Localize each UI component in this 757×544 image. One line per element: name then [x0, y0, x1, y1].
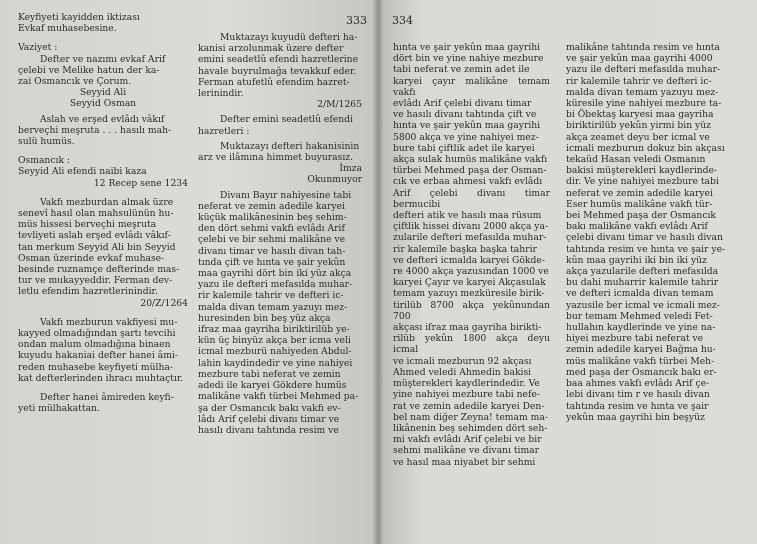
text-line: bakisi müşterekleri kaydlerinde- [566, 165, 718, 177]
text-line: İmza [339, 163, 362, 175]
text-line: Muktazayı defteri hakanisinin [220, 140, 360, 152]
text-line: evlâdı Arif çelebi divanı timar [393, 98, 532, 110]
text-line: 5800 akça ve yine nahiyei mez- [393, 131, 539, 143]
text-line: müşterekleri kaydlerindedir. Ve [393, 378, 540, 390]
text-line: dir. Ve yine nahiyei mezbure tabi [566, 176, 719, 188]
text-line: çelebi divanı timar ve hasılı divan [566, 232, 723, 244]
text-line: akça yazularile defteri mefasılda [566, 266, 719, 278]
text-line: neferat ve zemin adedile karyei [566, 187, 713, 199]
text-column-2 [198, 32, 362, 436]
text-line: kuyudu hakaniai defter hanei âmi- [18, 350, 178, 362]
text-line: Seyyid Osman [69, 98, 137, 110]
text-line: tevliyeti aslah erşed evlâdı vâkıf- [18, 230, 171, 242]
text-line: rir kalemile tahrir ve defteri ic- [566, 75, 712, 87]
text-line: yazu ile defteri mefasılda muhar- [566, 64, 721, 76]
text-line: lâdı Arif çelebi divanı timar ve [198, 413, 340, 425]
text-line: icmali mezburun dokuz bin akçası [566, 142, 725, 154]
text-line: ve defteri icmalda karyei Gökde- [393, 254, 545, 266]
text-line: bur temam Mehmed veledi Fet- [566, 310, 713, 322]
text-line [18, 189, 188, 197]
text-line: 12 Recep sene 1234 [93, 177, 188, 189]
text-line: akçası ifraz maa gayriha birikti- [393, 322, 542, 334]
text-line: lerinindir. [198, 88, 244, 100]
text-line: lahin kaydindedir ve yine nahiyei [198, 357, 353, 369]
text-line: Muktazayı kuyudü defteri ha- [220, 32, 358, 43]
text-line: Osman üzerinde evkaf muhase- [18, 252, 165, 264]
text-line: senevî hasıl olan mahsulünün hu- [18, 208, 174, 220]
text-line: şa der Osmancık bakı vakfı ev- [198, 402, 341, 414]
text-line: küresile yine nahiyei mezbure ta- [566, 98, 722, 110]
text-line: malda divan temam yazuyu mez- [566, 86, 719, 98]
text-column-3 [393, 42, 550, 468]
text-line: mi vakfı evlâdı Arif çelebi ve bir [393, 434, 542, 446]
text-line: malikâne vakfı türbei Mehmed pa- [198, 391, 359, 403]
page-number-left: 333 [346, 14, 367, 27]
text-line: 20/Z/1264 [140, 297, 188, 309]
text-line: temam yazuyı mezküresile birik- [393, 288, 545, 300]
text-line: karyei Çayır ve karyei Akçasulak [393, 277, 546, 289]
text-line: ve hasılı divanı tahtında çift ve [393, 109, 537, 121]
text-line: den dört sehmi vakfı evlâdı Arif [198, 223, 345, 235]
text-line: letlu efendim hazretlerinindir. [18, 286, 158, 298]
text-line [18, 384, 188, 392]
text-line: rir kalemile tahrir ve defteri ic- [198, 290, 344, 302]
text-line: mezbure tabi neferat ve zemin [198, 368, 341, 380]
text-line: Seyyid Ali efendi naibi kaza [18, 166, 147, 178]
text-line: neferat ve zemin adedile karyei [198, 200, 345, 212]
text-line: tekaüd Hasan veledi Osmanın [566, 154, 706, 166]
text-line: Defter emini seadetlû efendi [220, 114, 353, 126]
text-line: dört bin ve yine nahiye mezbure [393, 53, 544, 65]
text-line: icmal mezburü nahiyeden Abdul- [198, 346, 352, 358]
page-number-right: 334 [392, 14, 413, 27]
text-column-1 [18, 12, 188, 415]
text-line: bel nam diğer Zeyna! temam ma- [393, 411, 548, 423]
text-line: hullahın kaydlerinde ve yine na- [566, 322, 716, 334]
text-line: defteri atik ve hasılı maa rüsum [393, 210, 542, 222]
text-line: Osmancık : [18, 155, 71, 167]
text-line: Defter hanei âmireden keyfi- [40, 392, 174, 404]
text-line: Defter ve nazımı evkaf Arif [40, 53, 166, 65]
text-line: lebi divanı tim r ve hasılı divan [566, 389, 710, 401]
text-line: kün üç binyüz akça ber icma veli [198, 335, 351, 347]
text-column-4 [566, 42, 734, 423]
text-line: küçük malikânesinin beş sehim- [198, 212, 347, 224]
text-line: yazu ile defteri mefasılda muhar- [198, 279, 353, 291]
text-line: hasılı divanı tahtında resim ve [198, 424, 339, 436]
text-line: malikâne tahtında resim ve hınta [566, 42, 720, 53]
text-line: Vaziyet : [18, 42, 58, 54]
text-line: ve hasıl maa niyabet bir sehmi [393, 456, 536, 468]
text-line: rat ve zemin adedile karyei Den- [393, 400, 545, 412]
text-line: bure tabi çiftlik adet ile karyei [393, 142, 535, 154]
text-line: rir kalemile başka başka tahrir [393, 243, 537, 255]
text-line: yazusile ber icmal ve icmali mez- [566, 299, 720, 311]
text-line: Okunmuyor [307, 174, 362, 186]
text-line [18, 34, 188, 42]
text-line [18, 309, 188, 317]
text-line: Eser humüs malikâne vakfı tür- [566, 198, 713, 210]
text-line: ve şair yekûn maa gayrihi 4000 [566, 53, 713, 65]
text-line: yekûn maa gayrihi bin beşyüz [566, 411, 705, 423]
text-line: kat defterlerinden ihracı muhtaçtır. [18, 372, 184, 384]
text-line: bu dahi muharrir kalemile tahrir [566, 277, 719, 289]
text-line: hınta ve şair yekûn maa gayrihi [393, 120, 541, 132]
text-line: huresinden bin beş yüz akça [198, 312, 331, 324]
text-line: çiftlik hissei divanı 2000 akça ya- [393, 221, 549, 233]
text-line: ifraz maa gayriha biriktirilüb ye- [198, 324, 350, 336]
text-line: arz ve ilâmına himmet buyurasız. [198, 152, 354, 164]
text-line: likânenin beş sehimden dört seh- [393, 422, 548, 434]
text-line [18, 147, 188, 155]
text-line: yeti mülhakattan. [18, 403, 100, 415]
text-line: Arif çelebi divanı timar bermucibi [393, 187, 550, 210]
text-line: yine nahiyei mezbure tabi nefe- [393, 389, 540, 401]
text-line: akça zeamet deyu ber icmal ve [566, 131, 710, 143]
text-line: Vakfı mezburun vakfiyesi mu- [40, 316, 178, 328]
text-line: tan merkum Seyyid Ali bin Seyyid [18, 241, 176, 253]
text-line: zai Osmancık ve Çorum. [18, 76, 132, 88]
text-line: Vakfı mezburdan almak üzre [40, 196, 174, 208]
text-line: tur ve mukayyeddir. Ferman dev- [18, 275, 173, 287]
text-line: zularile defteri mefasılda muhar- [393, 232, 547, 244]
text-line: hınta ve şair yekûn maa gayrihi [393, 42, 541, 53]
text-line: hiyei mezbure tabi neferat ve [566, 333, 704, 345]
text-line: müs hissesi berveçhi meşruta [18, 219, 157, 231]
book-gutter [372, 0, 384, 544]
text-line: med paşa der Osmancık bakı er- [566, 366, 717, 378]
text-line: bi Öbektaş karyesi maa gayriha [566, 109, 714, 121]
text-line: çelebi ve bir sehmi malikâne ve [198, 234, 346, 246]
text-line: adedi ile karyei Gökdere humüs [198, 380, 347, 392]
text-line: kayyed olmadığından şartı tevcihi [18, 328, 176, 340]
text-line: Divanı Bayır nahiyesine tabi [220, 189, 352, 201]
text-line: biriktirilüb yekûn yirmi bin yüz [566, 120, 711, 132]
text-line: 2/M/1265 [317, 99, 362, 111]
text-line: karyei çayır malikâne temam vakfı [393, 75, 550, 98]
text-line: emini seadetlû efendi hazretlerine [198, 54, 359, 66]
text-line: ondan malum olmadığına binaen [18, 339, 171, 351]
text-line: ve icmali mezburun 92 akçası [393, 355, 532, 367]
text-line: tında çift ve hınta ve şair yekûn [198, 256, 346, 268]
text-line: Seyyid Ali [79, 87, 127, 99]
text-line: hazretleri : [198, 125, 250, 137]
text-line: rilüb yekûn 1800 akça deyu icmal [393, 333, 550, 356]
text-line: divanı timar ve hasılı divan tah- [198, 245, 346, 257]
text-line: havale buyrulmağa tevakkuf eder. [198, 65, 357, 77]
text-line: Keyfiyeti kayidden iktizası [18, 12, 140, 23]
text-line: berveçhi meşruta . . . hasılı mah- [18, 124, 172, 136]
text-line: reden muhasebe keyfiyeti mülha- [18, 361, 173, 373]
text-line: Aslah ve erşed evlâdı vâkıf [40, 113, 165, 125]
text-line: baa ahmes vakfı evlâdı Arif çe- [566, 378, 710, 390]
text-line: tabi neferat ve zemin adet ile [393, 64, 530, 76]
text-line: çelebi ve Melike hatun der ka- [18, 64, 160, 76]
text-line: ve defteri icmalda divan temam [566, 288, 714, 300]
text-line: cık ve erbaa ahmesi vakfı evlâdı [393, 176, 543, 188]
text-line: besinde ruznamçe defterinde mas- [18, 264, 180, 276]
text-line: re 4000 akça yazusından 1000 ve [393, 266, 549, 278]
text-line: tahtında resim ve hınta ve şair [566, 400, 709, 412]
text-line: tahtında resim ve hınta ve şair ye- [566, 243, 726, 255]
text-line: sehmi malikâne ve divanı timar [393, 445, 540, 457]
text-line: Ferman atufetlû efendim hazret- [198, 76, 350, 88]
text-line: sulü humüs. [18, 136, 75, 148]
text-line: akça sulak humüs malikâne vakfı [393, 154, 548, 166]
text-line: malda divan temam yazuyı mez- [198, 301, 348, 313]
text-line: kanisi arzolunmak üzere defter [198, 43, 344, 55]
text-line: kûn maa gayrihi iki bin iki yüz [566, 254, 707, 266]
text-line: maa gayrihi dört bin iki yüz akça [198, 268, 352, 280]
text-line: türbei Mehmed paşa der Osman- [393, 165, 547, 177]
text-line: Ahmed veledi Ahmedin bakisi [393, 366, 532, 378]
text-line: zemin adedile karyei Bağma hu- [566, 344, 716, 356]
text-line: bakı malikâne vakfı evlâdı Arif [566, 221, 708, 233]
text-line: Evkaf muhasebesine. [18, 23, 117, 35]
text-line: bei Mehmed paşa der Osmancık [566, 210, 716, 222]
text-line: tirilüb 8700 akça yekûnundan 700 [393, 299, 550, 322]
text-line: müs malikâne vakfı türbei Meh- [566, 355, 715, 367]
